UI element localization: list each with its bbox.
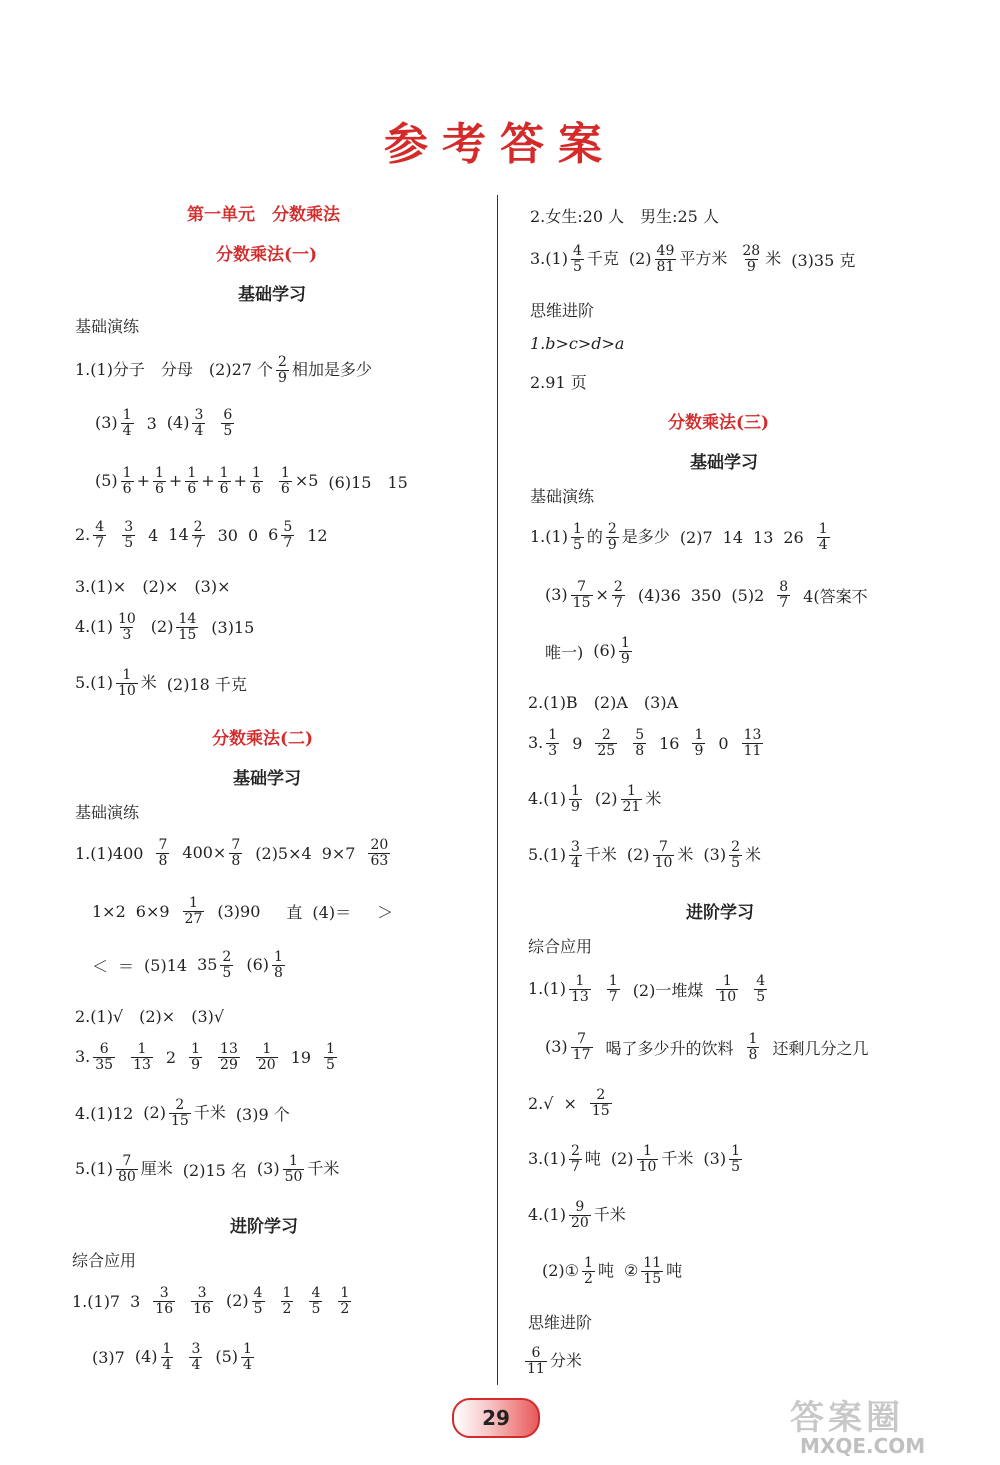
watermark-url: MXQE.COM bbox=[800, 1434, 926, 1458]
answer-line: ＜ ＝ (5)14 35 $\frac{2}{5}$ (6) $\frac{1}{8}$ bbox=[92, 949, 283, 981]
subheading-advanced-2: 进阶学习 bbox=[230, 1217, 298, 1237]
page-number: 29 bbox=[452, 1398, 540, 1438]
answer-line: 5.(1) $\frac{1}{10}$ 米 (2)18 千克 bbox=[75, 667, 247, 699]
answer-line: 1×2 6×9 $\frac{1}{27}$ (3)90 直 (4)＝ ＞ bbox=[92, 895, 394, 927]
answer-line: 1.(1)分子 分母 (2)27 个 $\frac{2}{9}$ 相加是多少 bbox=[75, 354, 372, 386]
answer-line: 4.(1)12 (2) $\frac{2}{15}$ 千米 (3)9 个 bbox=[75, 1097, 290, 1129]
watermark-logo bbox=[770, 1390, 990, 1460]
answer-line: 3. $\frac{1}{3}$ 9 $\frac{2}{25}$ $\frac{5}{8}$ 16 $\frac{1}{9}$ 0 $\frac{13}{11}$ bbox=[528, 727, 762, 759]
section-heading-1: 分数乘法(一) bbox=[216, 245, 318, 265]
answer-line: 1.(1) $\frac{1}{13}$ $\frac{1}{7}$ (2)一堆煤 $\frac{1}{10}$ $\frac{4}{5}$ bbox=[528, 973, 766, 1005]
answer-line: (3)7 (4) $\frac{1}{4}$ $\frac{3}{4}$ (5) $\frac{1}{4}$ bbox=[92, 1341, 252, 1373]
answer-line: 唯一) (6) $\frac{1}{9}$ bbox=[545, 635, 630, 667]
section-heading-3: 分数乘法(三) bbox=[668, 413, 770, 433]
category-label-3: 综合应用 bbox=[72, 1251, 137, 1270]
answer-line: (3) $\frac{7}{15}$ × $\frac{2}{7}$ (4)36 350 (5)2 $\frac{8}{7}$ 4(答案不 bbox=[545, 579, 868, 611]
answer-line: 5.(1) $\frac{7}{80}$ 厘米 (2)15 名 (3) $\frac{1}{50}$ 千米 bbox=[75, 1153, 340, 1185]
answer-line: (3) $\frac{7}{17}$ 喝了多少升的饮料 $\frac{1}{8}$ 还剩几分之几 bbox=[545, 1031, 869, 1063]
answer-line: 1.b>c>d>a bbox=[530, 334, 625, 353]
answer-line: 2.91 页 bbox=[530, 373, 587, 392]
category-label-1: 基础演练 bbox=[75, 317, 140, 336]
answer-line: 4.(1) $\frac{10}{3}$ (2) $\frac{14}{15}$ (3)15 bbox=[75, 611, 255, 643]
answer-line: 3.(1) $\frac{4}{5}$ 千克 (2) $\frac{49}{81}$ 平方米 $\frac{28}{9}$ 米 (3)35 克 bbox=[530, 243, 856, 275]
answer-line: 4.(1) $\frac{9}{20}$ 千米 bbox=[528, 1199, 626, 1231]
category-label-5: 基础演练 bbox=[530, 487, 595, 506]
watermark-text: 答案圈 bbox=[790, 1398, 904, 1438]
answer-line: 2.(1)√ (2)× (3)√ bbox=[75, 1007, 225, 1026]
answer-line: 1.(1)400 $\frac{7}{8}$ 400× $\frac{7}{8}$ (2)5×4 9×7 $\frac{20}{63}$ bbox=[75, 837, 389, 869]
unit-heading: 第一单元 分数乘法 bbox=[187, 205, 340, 225]
answer-line: 3. $\frac{6}{35}$ $\frac{1}{13}$ 2 $\frac{1}{9}$ $\frac{13}{29}$ $\frac{1}{20}$ 19 $\frac{1}{5}$ bbox=[75, 1041, 335, 1073]
answer-line: (3) $\frac{1}{4}$ 3 (4) $\frac{3}{4}$ $\frac{6}{5}$ bbox=[95, 407, 233, 439]
category-label-2: 基础演练 bbox=[75, 803, 140, 822]
category-label-4: 思维进阶 bbox=[530, 301, 595, 320]
answer-line: 2.(1)B (2)A (3)A bbox=[528, 693, 679, 712]
answer-line: 5.(1) $\frac{3}{4}$ 千米 (2) $\frac{7}{10}$ 米 (3) $\frac{2}{5}$ 米 bbox=[528, 839, 761, 871]
subheading-basic-1: 基础学习 bbox=[238, 285, 306, 305]
subheading-advanced-3: 进阶学习 bbox=[686, 903, 754, 923]
answer-line: 3.(1) $\frac{2}{7}$ 吨 (2) $\frac{1}{10}$ 千米 (3) $\frac{1}{5}$ bbox=[528, 1143, 740, 1175]
answer-line: 2.√ × $\frac{2}{15}$ bbox=[528, 1087, 610, 1119]
answer-line: $\frac{6}{11}$ 分米 bbox=[527, 1345, 582, 1377]
answer-line: (5) $\frac{1}{6}$ + $\frac{1}{6}$ + $\frac{1}{6}$ + $\frac{1}{6}$ + $\frac{1}{6}$ $\frac{1}{6}$ ×5 (6)15 15 bbox=[95, 465, 408, 497]
category-label-6: 综合应用 bbox=[528, 937, 593, 956]
column-divider bbox=[497, 195, 498, 1385]
answer-line: 2.女生:20 人 男生:25 人 bbox=[530, 207, 719, 226]
section-heading-2: 分数乘法(二) bbox=[212, 729, 314, 749]
answer-line: 1.(1) $\frac{1}{5}$ 的 $\frac{2}{9}$ 是多少 (2)7 14 13 26 $\frac{1}{4}$ bbox=[530, 521, 828, 553]
subheading-basic-2: 基础学习 bbox=[233, 769, 301, 789]
category-label-7: 思维进阶 bbox=[528, 1313, 593, 1332]
answer-line: 1.(1)7 3 $\frac{3}{16}$ $\frac{3}{16}$ (2) $\frac{4}{5}$ $\frac{1}{2}$ $\frac{4}{5}$ $\frac{1}{2}$ bbox=[72, 1285, 350, 1317]
answer-line: (2)① $\frac{1}{2}$ 吨 ② $\frac{11}{15}$ 吨 bbox=[542, 1255, 683, 1287]
answer-line: 2. $\frac{4}{7}$ $\frac{3}{5}$ 4 14 $\frac{2}{7}$ 30 0 6 $\frac{5}{7}$ 12 bbox=[75, 519, 328, 551]
page-title: 参考答案 bbox=[384, 119, 616, 170]
answer-line: 3.(1)× (2)× (3)× bbox=[75, 577, 231, 596]
subheading-basic-3: 基础学习 bbox=[690, 453, 758, 473]
answer-line: 4.(1) $\frac{1}{9}$ (2) $\frac{1}{21}$ 米 bbox=[528, 783, 662, 815]
